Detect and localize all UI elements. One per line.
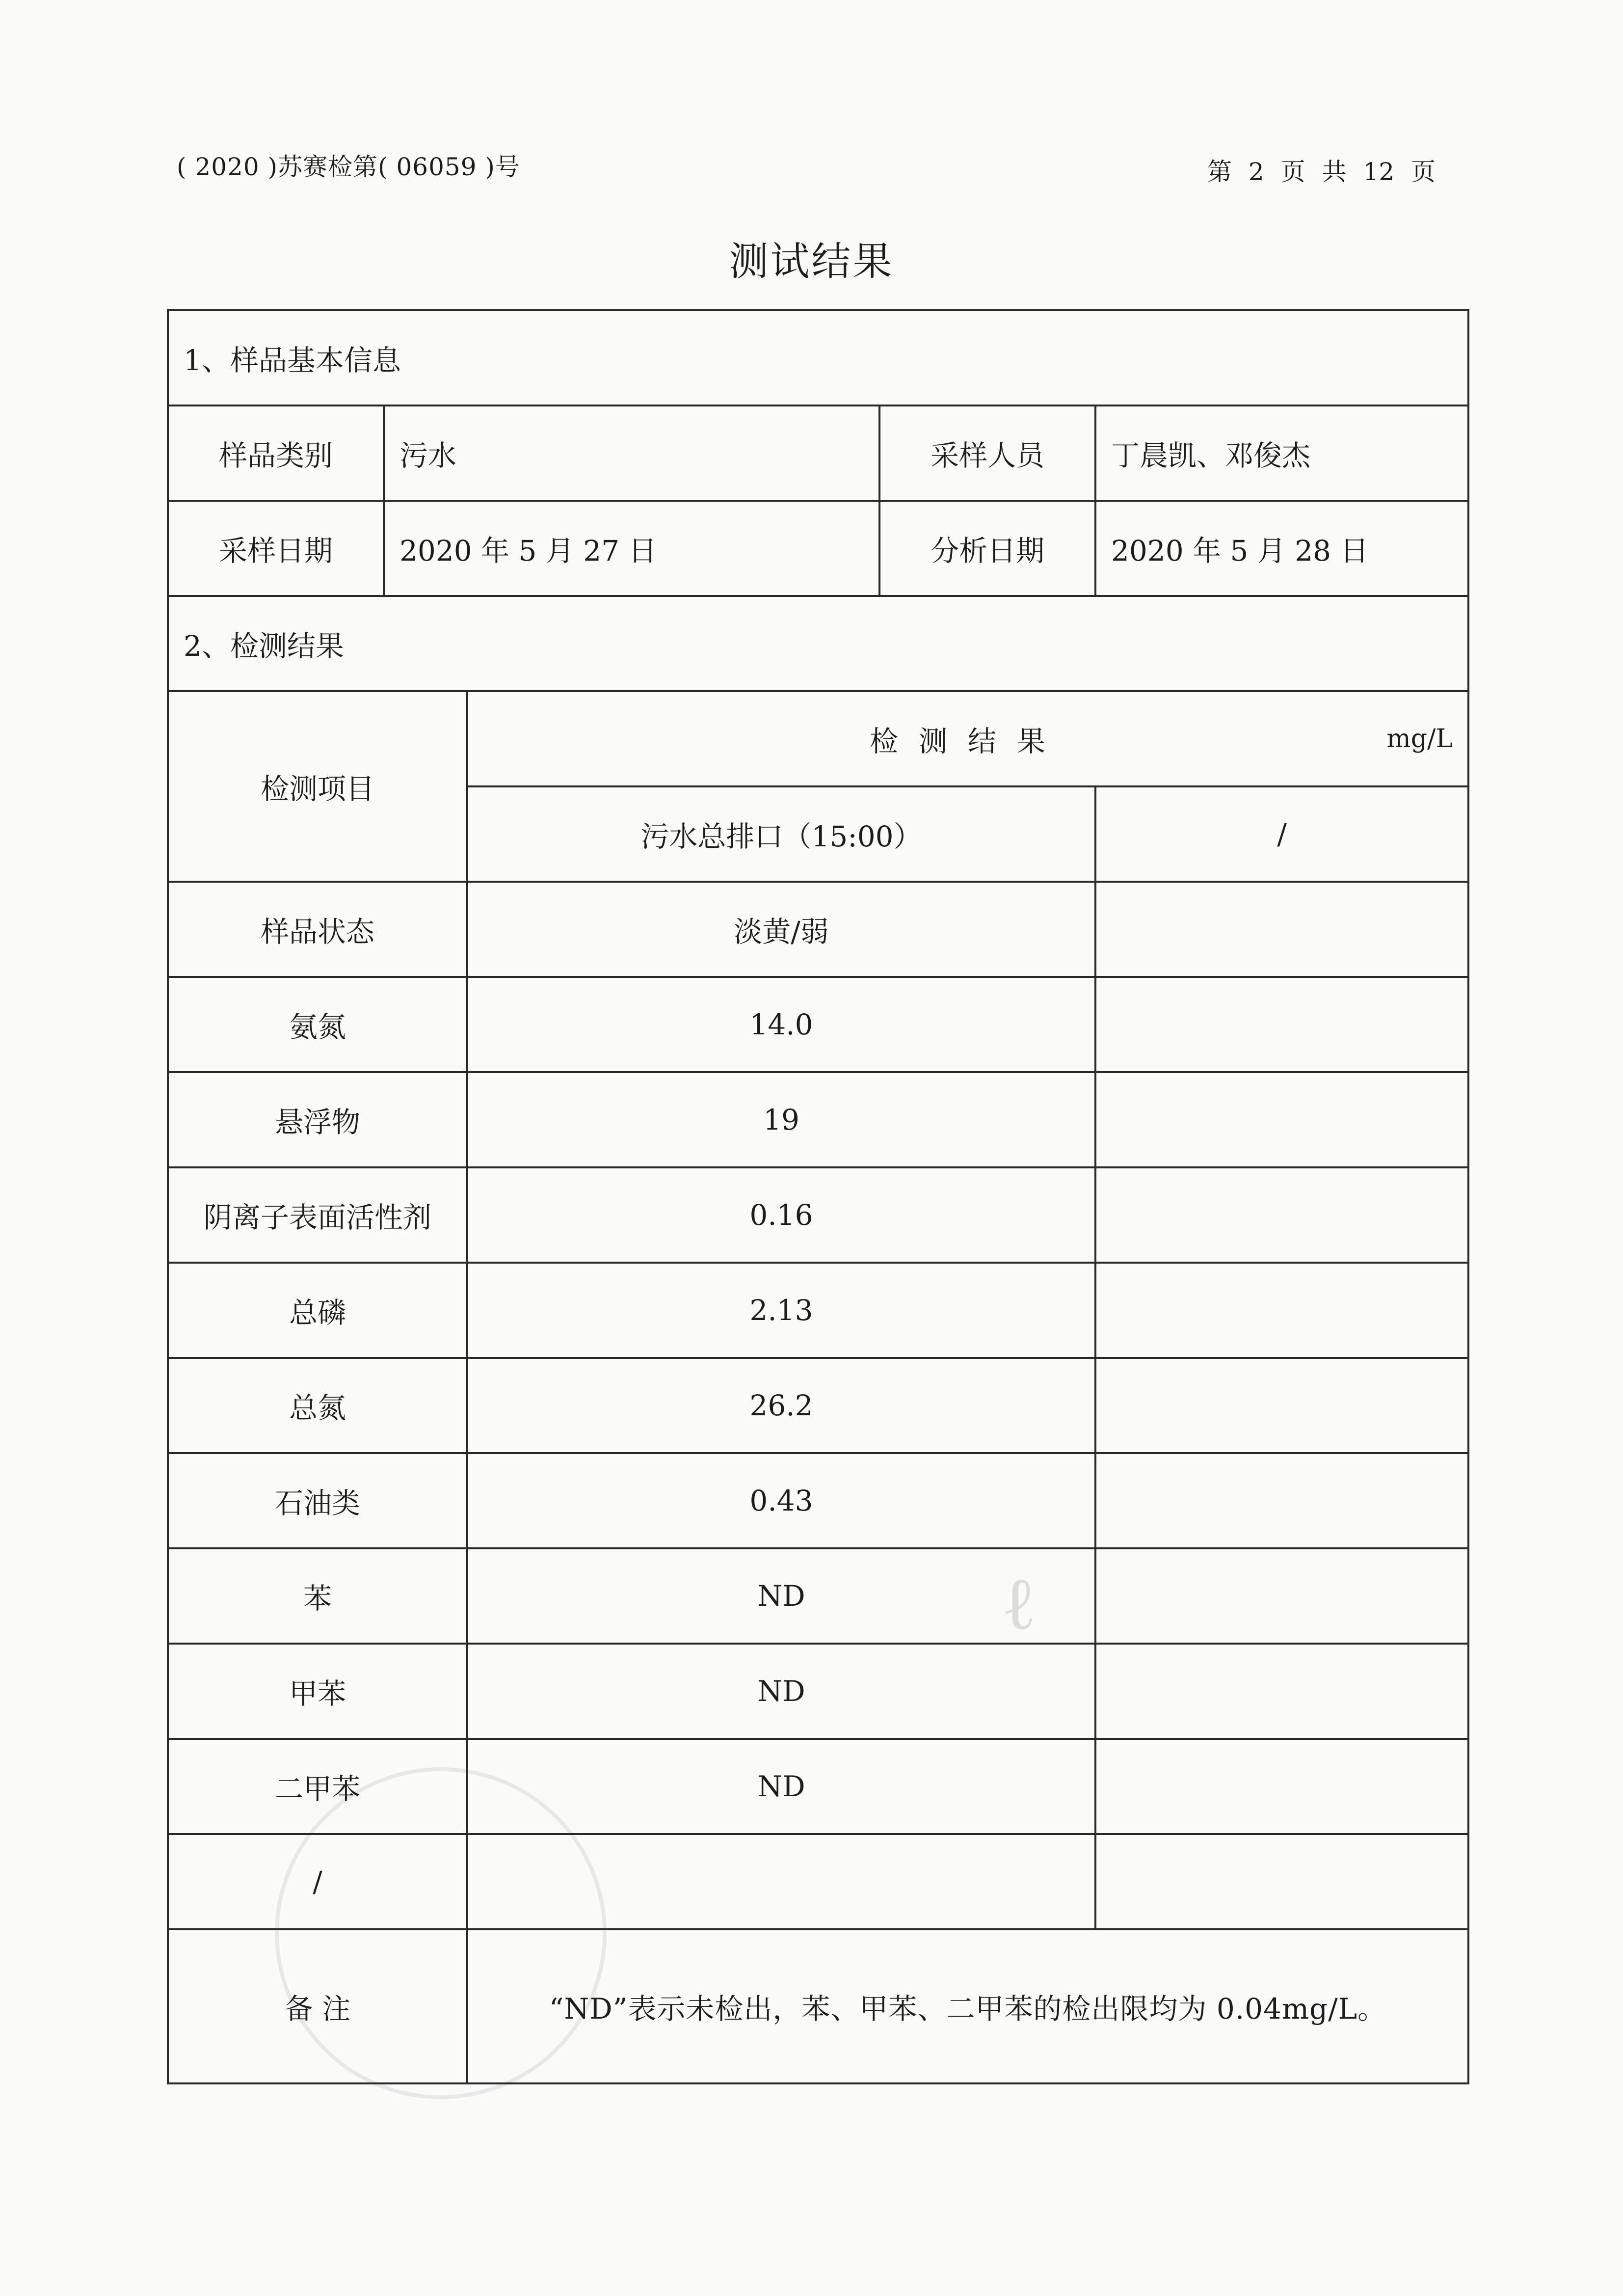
table-row: [168, 1548, 1468, 1644]
item-value: ND: [467, 1644, 1095, 1739]
result-header-row: [168, 691, 1468, 786]
sample-type-value: 污水: [384, 405, 879, 501]
sampler-label: 采样人员: [879, 405, 1095, 501]
sampling-date-label: 采样日期: [168, 501, 384, 596]
item-value-2: [1095, 1644, 1468, 1739]
item-name: 总磷: [168, 1263, 467, 1358]
section2-heading: 2、检测结果: [168, 596, 1468, 691]
item-value-2: [1095, 1548, 1468, 1644]
item-value: 2.13: [467, 1263, 1095, 1358]
result-header-cell: [467, 691, 1468, 786]
item-value: [467, 1834, 1095, 1929]
item-value: 淡黄/弱: [467, 882, 1095, 977]
item-value-2: [1095, 1834, 1468, 1929]
item-value: 0.43: [467, 1453, 1095, 1548]
dates-row: [168, 501, 1468, 596]
analysis-date-label: 分析日期: [879, 501, 1095, 596]
item-name: 石油类: [168, 1453, 467, 1548]
sampler-value: 丁晨凯、邓俊杰: [1095, 405, 1468, 501]
unit-label: mg/L: [1386, 724, 1453, 754]
item-name: 二甲苯: [168, 1739, 467, 1834]
table-row: [168, 1358, 1468, 1453]
item-value: 14.0: [467, 977, 1095, 1072]
result-header: 检测结果: [870, 725, 1066, 758]
item-value-2: [1095, 1453, 1468, 1548]
page-count: 第 2 页 共 12 页: [1207, 158, 1436, 186]
table-row: [168, 1644, 1468, 1739]
section1-heading-row: [168, 310, 1468, 405]
table-row: [168, 1167, 1468, 1263]
location-2: /: [1095, 786, 1468, 882]
document-number: ( 2020 )苏赛检第( 06059 )号: [177, 153, 520, 181]
remark-text: “ND”表示未检出，苯、甲苯、二甲苯的检出限均为 0.04mg/L。: [467, 1929, 1468, 2083]
table-row: [168, 1739, 1468, 1834]
item-value-2: [1095, 1263, 1468, 1358]
sample-type-row: [168, 405, 1468, 501]
remark-row: [168, 1929, 1468, 2083]
item-value: ND: [467, 1548, 1095, 1644]
table-row: [168, 1834, 1468, 1929]
item-value-2: [1095, 882, 1468, 977]
item-value-2: [1095, 1167, 1468, 1263]
item-name: 阴离子表面活性剂: [168, 1167, 467, 1263]
sampling-date-value: 2020 年 5 月 27 日: [384, 501, 879, 596]
analysis-date-value: 2020 年 5 月 28 日: [1095, 501, 1468, 596]
item-value: 19: [467, 1072, 1095, 1167]
table-row: [168, 1072, 1468, 1167]
item-name: 苯: [168, 1548, 467, 1644]
faint-signature: ℓ: [1001, 1561, 1037, 1647]
sample-type-label: 样品类别: [168, 405, 384, 501]
item-name: 氨氮: [168, 977, 467, 1072]
results-table: [167, 309, 1469, 2084]
location-1: 污水总排口（15:00）: [467, 786, 1095, 882]
section2-heading-row: [168, 596, 1468, 691]
item-name: 样品状态: [168, 882, 467, 977]
item-value: 0.16: [467, 1167, 1095, 1263]
item-value-2: [1095, 1072, 1468, 1167]
table-row: [168, 977, 1468, 1072]
table-row: [168, 882, 1468, 977]
item-name: /: [168, 1834, 467, 1929]
item-name: 甲苯: [168, 1644, 467, 1739]
item-value: 26.2: [467, 1358, 1095, 1453]
table-row: [168, 1263, 1468, 1358]
item-value-2: [1095, 1358, 1468, 1453]
item-value-2: [1095, 1739, 1468, 1834]
remark-label: 备 注: [168, 1929, 467, 2083]
item-name: 悬浮物: [168, 1072, 467, 1167]
item-value: ND: [467, 1739, 1095, 1834]
item-header: 检测项目: [168, 691, 467, 882]
table-row: [168, 1453, 1468, 1548]
page-title: 测试结果: [729, 239, 894, 284]
item-value-2: [1095, 977, 1468, 1072]
section1-heading: 1、样品基本信息: [168, 310, 1468, 405]
item-name: 总氮: [168, 1358, 467, 1453]
